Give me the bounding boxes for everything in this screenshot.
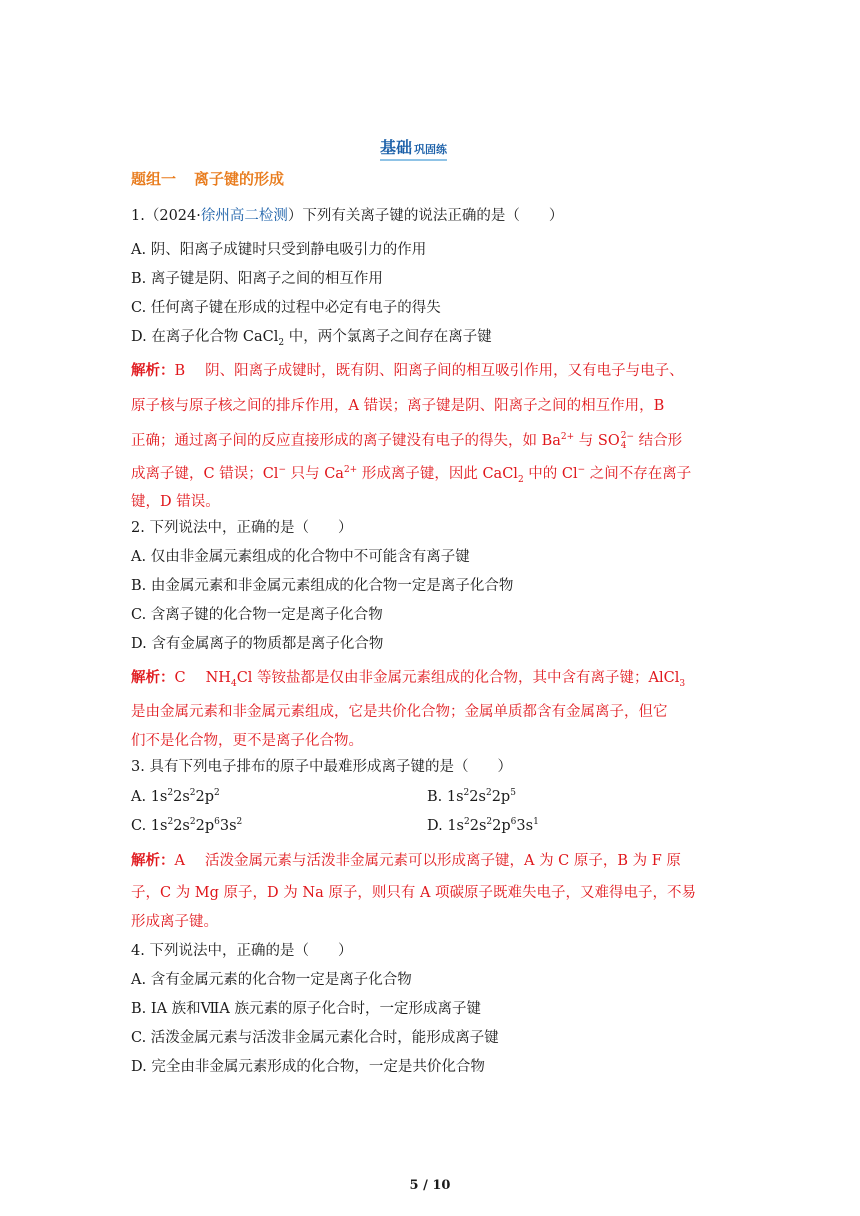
a1-line2: 原子核与原子核之间的排斥作用，A 错误；离子键是阴、阳离子之间的相互作用，B xyxy=(131,398,665,414)
electron-count: 2 xyxy=(486,817,493,828)
a1-l3-mid: 与 SO xyxy=(574,433,620,449)
q1-option-c: C. 任何离子键在形成的过程中必定有电子的得失 xyxy=(131,300,441,316)
a1-l4-sub: 2 xyxy=(517,474,524,485)
badge-sub-text: 巩固练 xyxy=(414,143,448,156)
a3-lead: 解析： xyxy=(131,853,175,869)
electron-count: 2 xyxy=(167,817,174,828)
q3-stem: 3. 具有下列电子排布的原子中最难形成离子键的是（ ） xyxy=(131,759,512,775)
q2-option-c: C. 含离子键的化合物一定是离子化合物 xyxy=(131,607,383,623)
section-label: 题组一 xyxy=(131,170,177,188)
a3-letter: A xyxy=(174,853,185,869)
electron-count: 6 xyxy=(510,817,517,828)
a1-letter: B xyxy=(174,363,186,379)
a1-l4-sup3: − xyxy=(577,465,586,476)
q1-option-b: B. 离子键是阴、阳离子之间的相互作用 xyxy=(131,271,383,287)
q3-c-label: C. xyxy=(131,818,151,834)
q4-option-d: D. 完全由非金属元素形成的化合物，一定是共价化合物 xyxy=(131,1059,485,1075)
q1-d-post: 中，两个氯离子之间存在离子键 xyxy=(284,329,492,345)
sulfate-charge-num: 2 xyxy=(620,431,627,441)
electron-count: 2 xyxy=(167,788,174,799)
a1-text1: 阴、阳离子成键时，既有阴、阳离子间的相互吸引作用，又有电子与电子、 xyxy=(205,363,684,379)
q3-a-label: A. xyxy=(131,789,151,805)
q1-d-sub: 2 xyxy=(278,337,285,348)
electron-count: 2 xyxy=(189,788,196,799)
q3-b-label: B. xyxy=(427,789,447,805)
a3-line1 xyxy=(131,851,681,871)
orbital-label: 1s xyxy=(150,789,168,805)
a2-l1-mid: Cl 等铵盐都是仅由非金属元素组成的化合物，其中含有离子键；AlCl xyxy=(236,670,680,686)
sulfate-subscript: 4 xyxy=(620,441,627,451)
a2-line2: 是由金属元素和非金属元素组成，它是共价化合物；金属单质都含有金属离子，但它 xyxy=(131,704,668,720)
a3-line2: 子，C 为 Mg 原子，D 为 Na 原子，则只有 A 项碳原子既难失电子，又难得电子，不易 xyxy=(131,885,697,901)
sulfate-charge-sign: − xyxy=(626,432,635,443)
badge-main-text: 基础 xyxy=(380,138,413,157)
q2-option-a: A. 仅由非金属元素组成的化合物中不可能含有离子键 xyxy=(131,549,470,565)
q4-stem: 4. 下列说法中，正确的是（ ） xyxy=(131,943,353,959)
q3-d-config xyxy=(447,818,538,834)
q3-option-a xyxy=(131,787,220,807)
electron-count: 1 xyxy=(533,817,539,828)
q4-option-a: A. 含有金属元素的化合物一定是离子化合物 xyxy=(131,972,412,988)
electron-count: 2 xyxy=(189,817,196,828)
a1-l4-mid1: 只与 Ca xyxy=(285,466,344,482)
q1-open: （2024· xyxy=(144,208,201,224)
q3-option-d xyxy=(427,816,539,836)
a2-l1-pre: NH xyxy=(205,670,231,686)
orbital-label: 2s xyxy=(173,818,190,834)
a2-lead: 解析： xyxy=(131,670,175,686)
orbital-label: 2p xyxy=(491,789,511,805)
q3-b-config xyxy=(447,789,516,805)
a1-line4 xyxy=(131,464,691,484)
a1-l4-sup2: 2+ xyxy=(343,465,358,476)
q1-number: 1. xyxy=(131,208,145,224)
electron-count: 5 xyxy=(510,788,516,799)
a1-line3 xyxy=(131,431,682,451)
orbital-label: 3s xyxy=(219,818,237,834)
a1-l4-sup1: − xyxy=(278,465,286,476)
electron-count: 6 xyxy=(214,817,220,828)
a3-line3: 形成离子键。 xyxy=(131,914,218,930)
orbital-label: 1s xyxy=(447,818,464,834)
a2-l1-sub1: 4 xyxy=(230,678,237,689)
q2-stem: 2. 下列说法中，正确的是（ ） xyxy=(131,520,353,536)
section-badge xyxy=(380,135,447,161)
page-number: 5 / 10 xyxy=(409,1178,451,1193)
q1-option-d xyxy=(131,327,492,347)
a1-l3-pre: 正确；通过离子间的反应直接形成的离子键没有电子的得失，如 Ba xyxy=(131,433,561,449)
a1-l4-mid2: 形成离子键，因此 CaCl xyxy=(357,466,518,482)
orbital-label: 2p xyxy=(195,789,215,805)
q3-a-config xyxy=(151,789,220,805)
orbital-label: 2p xyxy=(195,818,215,834)
q2-option-b: B. 由金属元素和非金属元素组成的化合物一定是离子化合物 xyxy=(131,578,514,594)
q3-c-config xyxy=(151,818,242,834)
orbital-label: 2s xyxy=(469,789,486,805)
a2-l1-sub2: 3 xyxy=(679,678,686,689)
a1-l4-pre: 成离子键，C 错误；Cl xyxy=(131,466,279,482)
electron-count: 2 xyxy=(463,788,470,799)
a2-letter: C xyxy=(174,670,186,686)
q3-d-label: D. xyxy=(427,818,448,834)
q1-source: 徐州高二检测 xyxy=(200,208,288,224)
electron-count: 2 xyxy=(236,817,243,828)
a1-line5: 键，D 错误。 xyxy=(131,494,220,510)
a1-l3-sup: 2+ xyxy=(560,432,575,443)
q4-option-c: C. 活泼金属元素与活泼非金属元素化合时，能形成离子键 xyxy=(131,1030,499,1046)
q3-option-b xyxy=(427,787,516,807)
electron-count: 2 xyxy=(214,788,220,799)
a2-line1 xyxy=(131,668,685,688)
electron-count: 2 xyxy=(485,788,492,799)
a1-l4-mid3: 中的 Cl xyxy=(523,466,578,482)
q1-option-a: A. 阴、阳离子成键时只受到静电吸引力的作用 xyxy=(131,242,427,258)
orbital-label: 1s xyxy=(150,818,168,834)
q4-option-b: B. ⅠA 族和ⅦA 族元素的原子化合时，一定形成离子键 xyxy=(131,1001,481,1017)
q1-close: ）下列有关离子键的说法正确的是（ ） xyxy=(287,208,564,224)
q3-option-c xyxy=(131,816,242,836)
section-title xyxy=(131,168,284,189)
a3-text1: 活泼金属元素与活泼非金属元素可以形成离子键，A 为 C 原子，B 为 F 原 xyxy=(204,853,681,869)
q1-stem xyxy=(131,206,563,226)
a1-line1 xyxy=(131,361,684,381)
section-name: 离子键的形成 xyxy=(194,170,285,188)
a1-l4-post: 之间不存在离子 xyxy=(585,466,692,482)
orbital-label: 1s xyxy=(446,789,464,805)
orbital-label: 2s xyxy=(173,789,190,805)
orbital-label: 2s xyxy=(469,818,487,834)
a2-line3: 们不是化合物，更不是离子化合物。 xyxy=(131,733,363,749)
orbital-label: 3s xyxy=(516,818,534,834)
orbital-label: 2p xyxy=(492,818,511,834)
q2-option-d: D. 含有金属离子的物质都是离子化合物 xyxy=(131,636,384,652)
electron-count: 2 xyxy=(464,817,470,828)
a1-l3-post: 结合形 xyxy=(634,433,683,449)
q1-d-pre: D. 在离子化合物 CaCl xyxy=(131,329,279,345)
a1-lead: 解析： xyxy=(131,363,175,379)
